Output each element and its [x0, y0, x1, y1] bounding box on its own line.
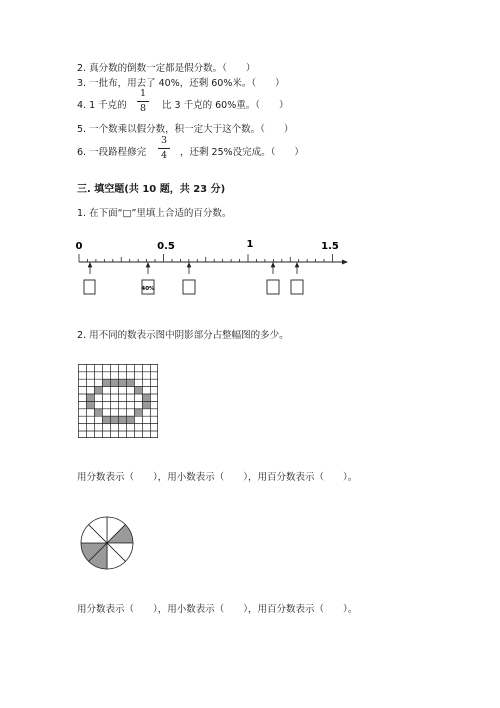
pointer-arrows	[88, 263, 298, 274]
fraction-three-quarters	[158, 135, 170, 162]
grid-shaded-cell	[134, 408, 142, 415]
grid-shaded-cell	[118, 379, 126, 386]
judge-question-4-tail: 比 3 千克的 60%重。（ ）	[162, 100, 289, 111]
judge-question-4-lead: 4. 1 千克的	[77, 100, 127, 111]
tick-label-0: 0	[75, 241, 83, 252]
fraction-one-eighth	[137, 88, 149, 115]
grid-shaded-cell	[126, 416, 134, 423]
fraction-denominator: 4	[160, 150, 168, 161]
answer-line-pie: 用分数表示（ ），用小数表示（ ），用百分数表示（ ）。	[77, 604, 358, 615]
grid-shaded-cell	[86, 394, 94, 401]
fraction-denominator: 8	[139, 103, 147, 114]
answer-box-4[interactable]	[267, 280, 279, 294]
section-title: 三. 填空题(共 10 题，共 23 分)	[77, 184, 226, 195]
pie-slices	[81, 517, 133, 569]
judge-question-6-tail: ，还剩 25%没完成。（ ）	[180, 147, 304, 158]
fill-question-1-prompt: 1. 在下面“□”里填上合适的百分数。	[77, 208, 232, 219]
judge-question-6-lead: 6. 一段路程修完	[77, 147, 147, 158]
fraction-bar	[137, 101, 149, 102]
shaded-pie-figure	[79, 515, 135, 571]
grid-shaded-cell	[118, 416, 126, 423]
judge-question-5: 5. 一个数乘以假分数，积一定大于这个数。（ ）	[77, 124, 294, 135]
tick-label-1-5: 1.5	[321, 241, 339, 252]
number-line-ticks	[79, 254, 333, 262]
grid-shaded-cell	[94, 386, 102, 393]
judge-question-2: 2. 真分数的倒数一定都是假分数。（ ）	[77, 63, 256, 74]
answer-box-2-value: 40%	[141, 286, 155, 292]
grid-shaded-cell	[110, 379, 118, 386]
answer-box-5[interactable]	[291, 280, 303, 294]
shaded-grid-figure	[78, 364, 158, 439]
fraction-numerator: 1	[139, 88, 147, 99]
grid-shaded-cell	[110, 416, 118, 423]
number-line-arrowhead	[342, 260, 348, 265]
grid-shaded-cell	[86, 401, 94, 408]
grid-shaded-cell	[94, 408, 102, 415]
answer-box-1[interactable]	[84, 280, 95, 294]
grid-shaded-cell	[102, 379, 110, 386]
grid-shaded-cell	[134, 386, 142, 393]
grid-shaded-cell	[142, 401, 150, 408]
grid-shaded-cell	[102, 416, 110, 423]
tick-label-0-5: 0.5	[157, 241, 175, 252]
fraction-numerator: 3	[160, 135, 168, 146]
grid-shaded-cell	[126, 379, 134, 386]
fill-question-2-prompt: 2. 用不同的数表示图中阴影部分占整幅图的多少。	[77, 330, 289, 341]
answer-box-3[interactable]	[183, 280, 195, 294]
answer-line-grid: 用分数表示（ ），用小数表示（ ），用百分数表示（ ）。	[77, 472, 358, 483]
tick-label-1: 1	[246, 239, 254, 250]
fraction-bar	[158, 148, 170, 149]
number-line-figure	[70, 236, 360, 302]
grid-shaded-cell	[142, 394, 150, 401]
judge-question-3: 3. 一批布，用去了 40%，还剩 60%米。（ ）	[77, 78, 285, 89]
